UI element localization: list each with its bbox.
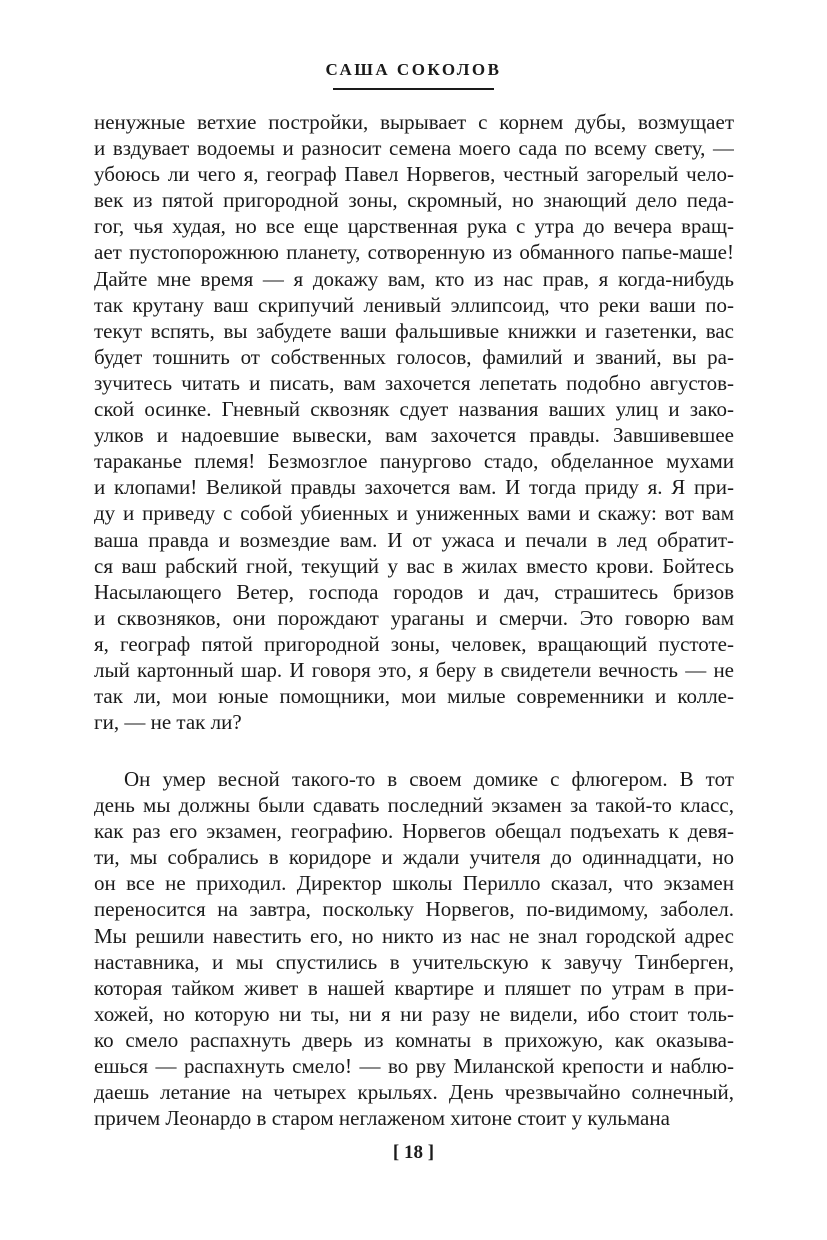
- text-line: текут вспять, вы забудете ваши фальшивые книжки и газетенки, вас: [94, 318, 734, 343]
- text-line: которая тайком живет в нашей квартире и пляшет по утрам в при-: [94, 975, 734, 1000]
- running-header-author: САША СОКОЛОВ: [325, 60, 502, 79]
- text-line: причем Леонардо в старом неглаженом хитоне стоит у кульмана: [94, 1106, 670, 1131]
- text-line: убоюсь ли чего я, географ Павел Норвегов, честный загорелый чело-: [94, 162, 734, 187]
- text-line: ся ваш рабский гной, текущий у вас в жилах вместо крови. Бойтесь: [94, 553, 734, 578]
- header-rule: [333, 88, 494, 90]
- text-line: гог, чья худая, но все еще царственная рука с утра до вечера вращ-: [94, 214, 734, 239]
- text-line: так ли, мои юные помощники, мои милые современники и колле-: [94, 684, 734, 709]
- text-line: ти, мы собрались в коридоре и ждали учителя до одиннадцати, но: [94, 845, 734, 870]
- text-line: и клопами! Великой правды захочется вам. И тогда приду я. Я при-: [94, 475, 734, 500]
- text-line: ду и приведу с собой убиенных и униженных вами и скажу: вот вам: [94, 501, 734, 526]
- text-line: век из пятой пригородной зоны, скромный, но знающий дело педа-: [94, 188, 734, 213]
- text-line: как раз его экзамен, географию. Норвегов обещал подъехать к девя-: [94, 819, 734, 844]
- paragraph-1: [94, 109, 734, 735]
- paragraph-2: [94, 766, 734, 1131]
- text-line: и вздувает водоемы и разносит семена моего сада по всему свету, —: [94, 136, 734, 161]
- text-line: лый картонный шар. И говоря это, я беру в свидетели вечность — не: [94, 657, 734, 682]
- text-line: он все не приходил. Директор школы Перилло сказал, что экзамен: [94, 871, 734, 896]
- text-line: день мы должны были сдавать последний экзамен за такой-то класс,: [94, 793, 734, 818]
- page-number: [ 18 ]: [392, 1142, 435, 1163]
- text-line: ает пустопорожнюю планету, сотворенную из обманного папье-маше!: [94, 240, 734, 265]
- text-line: ешься — распахнуть смело! — во рву Миланской крепости и наблю-: [94, 1054, 734, 1079]
- text-line: зучитесь читать и писать, вам захочется лепетать подобно августов-: [94, 370, 734, 395]
- text-line: хожей, но которую ни ты, ни я ни разу не видели, ибо стоит толь-: [94, 1001, 734, 1026]
- text-line: даешь летание на четырех крыльях. День чрезвычайно солнечный,: [94, 1080, 734, 1105]
- text-line: улков и надоевшие вывески, вам захочется правды. Завшивевшее: [94, 423, 734, 448]
- text-line: Дайте мне время — я докажу вам, кто из нас прав, я когда-нибудь: [94, 266, 734, 291]
- text-line: так крутану ваш скрипучий ленивый эллипсоид, что реки ваши по-: [94, 292, 734, 317]
- text-line: ко смело распахнуть дверь из комнаты в прихожую, как оказыва-: [94, 1027, 734, 1052]
- text-line: я, географ пятой пригородной зоны, человек, вращающий пустоте-: [94, 631, 734, 656]
- text-line: ги, — не так ли?: [94, 710, 242, 735]
- text-line: переносится на завтра, поскольку Норвегов, по-видимому, заболел.: [94, 897, 734, 922]
- text-line: ской осинке. Гневный сквозняк сдует названия ваших улиц и зако-: [94, 397, 734, 422]
- text-line: будет тошнить от собственных голосов, фамилий и званий, вы ра-: [94, 344, 734, 369]
- text-line: ненужные ветхие постройки, вырывает с корнем дубы, возмущает: [94, 110, 734, 134]
- text-line: ваша правда и возмездие вам. И от ужаса и печали в лед обратит-: [94, 527, 734, 552]
- text-line: Он умер весной такого-то в своем домике с флюгером. В тот: [124, 767, 734, 791]
- text-line: и сквозняков, они порождают ураганы и смерчи. Это говорю вам: [94, 605, 734, 630]
- text-line: Насылающего Ветер, господа городов и дач, страшитесь бризов: [94, 579, 734, 604]
- text-line: Мы решили навестить его, но никто из нас не знал городской адрес: [94, 923, 734, 948]
- text-line: тараканье племя! Безмозглое панургово стадо, обделанное мухами: [94, 449, 734, 474]
- text-line: наставника, и мы спустились в учительскую к завучу Тинберген,: [94, 949, 734, 974]
